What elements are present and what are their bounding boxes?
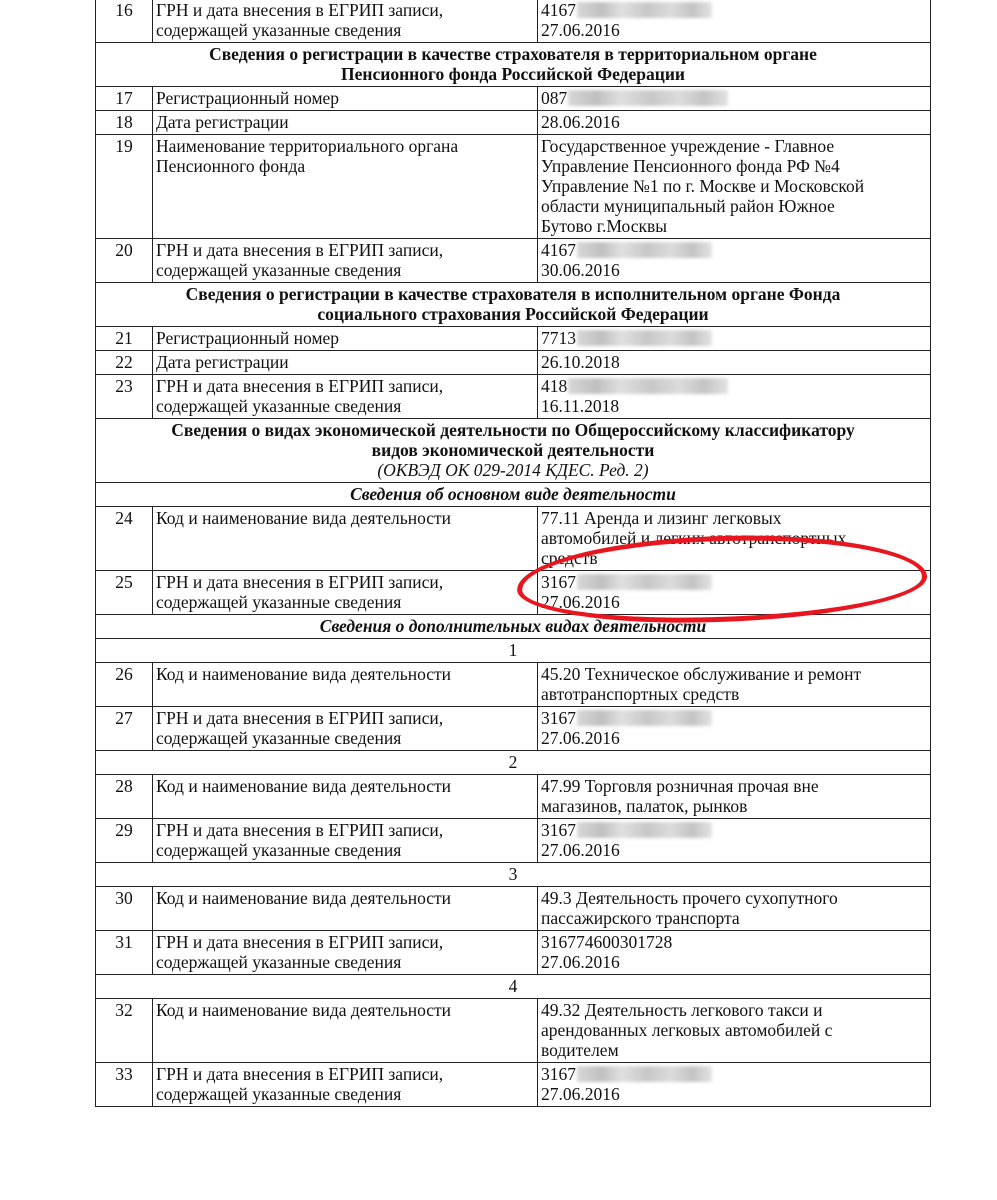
cell-text-line — [541, 952, 927, 972]
table-row — [96, 375, 931, 419]
redacted-blur — [568, 90, 728, 106]
section-title-okved-row — [96, 419, 931, 483]
cell-text-line — [156, 728, 534, 748]
cell-text: ГРН и дата внесения в ЕГРИП записи, — [156, 0, 444, 20]
group-index-row — [96, 751, 931, 775]
cell-text: 77.11 Аренда и лизинг легковых — [541, 508, 782, 528]
cell-text-line — [541, 1000, 927, 1020]
cell-text-line — [541, 0, 927, 20]
row-number: 21 — [96, 327, 153, 351]
cell-text-line — [541, 1084, 927, 1104]
row-value — [538, 135, 931, 239]
table-row — [96, 111, 931, 135]
cell-text: содержащей указанные сведения — [156, 592, 402, 612]
cell-text-line — [156, 1000, 534, 1020]
row-number: 31 — [96, 931, 153, 975]
cell-text-line — [541, 1040, 927, 1060]
cell-text-line — [541, 840, 927, 860]
cell-text-line — [541, 708, 927, 728]
row-label — [153, 819, 538, 863]
cell-text: 4167 — [541, 240, 576, 260]
row-number: 25 — [96, 571, 153, 615]
table-row — [96, 239, 931, 283]
cell-text: Государственное учреждение - Главное — [541, 136, 835, 156]
cell-text-line — [541, 376, 927, 396]
table-row — [96, 1063, 931, 1107]
row-value — [538, 0, 931, 43]
cell-text: 27.06.2016 — [541, 840, 620, 860]
cell-text-line — [541, 664, 927, 684]
redacted-blur — [577, 822, 712, 838]
cell-text: содержащей указанные сведения — [156, 396, 402, 416]
group-index: 2 — [96, 751, 931, 775]
row-value — [538, 775, 931, 819]
cell-text-line — [156, 20, 534, 40]
subsection-title-main: Сведения об основном виде деятельности — [96, 483, 931, 507]
cell-text-line — [156, 156, 534, 176]
row-label — [153, 507, 538, 571]
cell-text: Пенсионного фонда — [156, 156, 306, 176]
cell-text-line — [541, 216, 927, 236]
row-label — [153, 0, 538, 43]
cell-text: 49.3 Деятельность прочего сухопутного — [541, 888, 838, 908]
section-title-pension-line: Сведения о регистрации в качестве страхователя в территориальном органе — [209, 44, 817, 64]
cell-text: ГРН и дата внесения в ЕГРИП записи, — [156, 708, 444, 728]
cell-text: Дата регистрации — [156, 352, 289, 372]
cell-text-line — [541, 240, 927, 260]
cell-text: содержащей указанные сведения — [156, 1084, 402, 1104]
cell-text-line — [541, 396, 927, 416]
row-value — [538, 663, 931, 707]
row-number: 23 — [96, 375, 153, 419]
cell-text: ГРН и дата внесения в ЕГРИП записи, — [156, 240, 444, 260]
cell-text-line — [156, 820, 534, 840]
row-number: 16 — [96, 0, 153, 43]
cell-text: магазинов, палаток, рынков — [541, 796, 748, 816]
cell-text: ГРН и дата внесения в ЕГРИП записи, — [156, 1064, 444, 1084]
cell-text: 3167 — [541, 820, 576, 840]
row-label — [153, 239, 538, 283]
cell-text: содержащей указанные сведения — [156, 260, 402, 280]
cell-text: 45.20 Техническое обслуживание и ремонт — [541, 664, 862, 684]
subsection-title-extra-row — [96, 615, 931, 639]
cell-text-line — [541, 196, 927, 216]
cell-text-line — [156, 708, 534, 728]
cell-text: 27.06.2016 — [541, 952, 620, 972]
row-label — [153, 707, 538, 751]
cell-text-line — [156, 240, 534, 260]
row-number: 26 — [96, 663, 153, 707]
cell-text-line — [541, 728, 927, 748]
cell-text: содержащей указанные сведения — [156, 728, 402, 748]
cell-text-line — [541, 136, 927, 156]
cell-text: Код и наименование вида деятельности — [156, 776, 452, 796]
cell-text: Код и наименование вида деятельности — [156, 664, 452, 684]
row-value — [538, 351, 931, 375]
cell-text: Код и наименование вида деятельности — [156, 1000, 452, 1020]
redacted-blur — [577, 710, 712, 726]
redacted-blur — [568, 378, 728, 394]
subsection-title-main-row — [96, 483, 931, 507]
subsection-title-extra: Сведения о дополнительных видах деятельности — [96, 615, 931, 639]
section-title-okved-line: Сведения о видах экономической деятельности по Общероссийскому классификатору — [171, 420, 855, 440]
cell-text-line — [156, 88, 534, 108]
row-number: 19 — [96, 135, 153, 239]
cell-text: Наименование территориального органа — [156, 136, 459, 156]
cell-text: области муниципальный район Южное — [541, 196, 835, 216]
group-index-row — [96, 863, 931, 887]
row-number: 27 — [96, 707, 153, 751]
row-label — [153, 135, 538, 239]
cell-text: пассажирского транспорта — [541, 908, 740, 928]
row-label — [153, 327, 538, 351]
table-row — [96, 775, 931, 819]
cell-text: содержащей указанные сведения — [156, 20, 402, 40]
section-title-fss-line: Сведения о регистрации в качестве страхователя в исполнительном органе Фонда — [185, 284, 841, 304]
cell-text-line — [541, 932, 927, 952]
cell-text-line — [541, 820, 927, 840]
cell-text: 27.06.2016 — [541, 1084, 620, 1104]
cell-text-line — [156, 376, 534, 396]
row-value — [538, 111, 931, 135]
cell-text: 087 — [541, 88, 568, 108]
cell-text-line — [541, 776, 927, 796]
cell-text-line — [541, 352, 927, 372]
row-number: 32 — [96, 999, 153, 1063]
table-row — [96, 663, 931, 707]
cell-text: 26.10.2018 — [541, 352, 620, 372]
row-label — [153, 887, 538, 931]
row-value — [538, 931, 931, 975]
row-number: 28 — [96, 775, 153, 819]
cell-text-line — [541, 528, 927, 548]
cell-text: Бутово г.Москвы — [541, 216, 667, 236]
cell-text: 27.06.2016 — [541, 592, 620, 612]
cell-text-line — [541, 20, 927, 40]
cell-text: Управление Пенсионного фонда РФ №4 — [541, 156, 840, 176]
egrip-extract-table — [95, 0, 931, 1107]
row-number: 17 — [96, 87, 153, 111]
row-number: 20 — [96, 239, 153, 283]
cell-text: 7713 — [541, 328, 576, 348]
row-value — [538, 571, 931, 615]
row-number: 30 — [96, 887, 153, 931]
cell-text: водителем — [541, 1040, 619, 1060]
cell-text-line — [156, 1064, 534, 1084]
row-value — [538, 375, 931, 419]
cell-text: 3167 — [541, 1064, 576, 1084]
cell-text-line — [156, 112, 534, 132]
cell-text-line — [156, 136, 534, 156]
row-label — [153, 1063, 538, 1107]
row-label — [153, 663, 538, 707]
table-row — [96, 87, 931, 111]
redacted-blur — [577, 1066, 712, 1082]
cell-text: 3167 — [541, 708, 576, 728]
cell-text-line — [541, 908, 927, 928]
cell-text: содержащей указанные сведения — [156, 840, 402, 860]
table-row — [96, 887, 931, 931]
cell-text: Управление №1 по г. Москве и Московской — [541, 176, 865, 196]
cell-text: ГРН и дата внесения в ЕГРИП записи, — [156, 572, 444, 592]
cell-text-line — [541, 156, 927, 176]
cell-text: Код и наименование вида деятельности — [156, 888, 452, 908]
group-index-row — [96, 975, 931, 999]
cell-text: автомобилей и легких автотранспортных — [541, 528, 847, 548]
cell-text: ГРН и дата внесения в ЕГРИП записи, — [156, 376, 444, 396]
cell-text: 27.06.2016 — [541, 20, 620, 40]
cell-text-line — [541, 88, 927, 108]
cell-text-line — [541, 572, 927, 592]
cell-text-line — [156, 1084, 534, 1104]
cell-text-line — [541, 684, 927, 704]
section-title-okved — [96, 419, 931, 483]
cell-text-line — [156, 352, 534, 372]
cell-text: арендованных легковых автомобилей с — [541, 1020, 833, 1040]
cell-text: 49.32 Деятельность легкового такси и — [541, 1000, 823, 1020]
group-index: 3 — [96, 863, 931, 887]
row-value — [538, 999, 931, 1063]
cell-text: 16.11.2018 — [541, 396, 620, 416]
cell-text-line — [541, 1064, 927, 1084]
row-number: 33 — [96, 1063, 153, 1107]
section-title-fss — [96, 283, 931, 327]
cell-text-line — [541, 888, 927, 908]
cell-text-line — [156, 664, 534, 684]
table-row — [96, 327, 931, 351]
cell-text-line — [156, 952, 534, 972]
cell-text: Код и наименование вида деятельности — [156, 508, 452, 528]
cell-text-line — [156, 0, 534, 20]
table-row — [96, 999, 931, 1063]
cell-text-line — [541, 176, 927, 196]
cell-text-line — [156, 932, 534, 952]
cell-text: Дата регистрации — [156, 112, 289, 132]
group-index-row — [96, 639, 931, 663]
cell-text-line — [156, 572, 534, 592]
table-body — [96, 0, 931, 1107]
redacted-blur — [577, 574, 712, 590]
cell-text-line — [156, 328, 534, 348]
table-row — [96, 0, 931, 43]
row-label — [153, 375, 538, 419]
cell-text: автотранспортных средств — [541, 684, 740, 704]
cell-text-line — [541, 592, 927, 612]
cell-text: содержащей указанные сведения — [156, 952, 402, 972]
cell-text-line — [156, 592, 534, 612]
row-value — [538, 507, 931, 571]
cell-text: 28.06.2016 — [541, 112, 620, 132]
cell-text: ГРН и дата внесения в ЕГРИП записи, — [156, 820, 444, 840]
row-value — [538, 87, 931, 111]
cell-text-line — [156, 776, 534, 796]
cell-text: 30.06.2016 — [541, 260, 620, 280]
table-row — [96, 819, 931, 863]
row-label — [153, 571, 538, 615]
row-label — [153, 111, 538, 135]
row-value — [538, 819, 931, 863]
cell-text: 418 — [541, 376, 568, 396]
section-title-pension-row — [96, 43, 931, 87]
cell-text-line — [156, 888, 534, 908]
table-row — [96, 351, 931, 375]
cell-text: ГРН и дата внесения в ЕГРИП записи, — [156, 932, 444, 952]
cell-text-line — [541, 796, 927, 816]
row-value — [538, 239, 931, 283]
section-title-pension — [96, 43, 931, 87]
row-label — [153, 351, 538, 375]
group-index: 1 — [96, 639, 931, 663]
table-row — [96, 507, 931, 571]
cell-text-line — [541, 508, 927, 528]
redacted-blur — [577, 330, 712, 346]
cell-text: средств — [541, 548, 598, 568]
cell-text: 3167 — [541, 572, 576, 592]
row-number: 18 — [96, 111, 153, 135]
cell-text-line — [541, 260, 927, 280]
cell-text: 47.99 Торговля розничная прочая вне — [541, 776, 819, 796]
cell-text: 4167 — [541, 0, 576, 20]
row-value — [538, 887, 931, 931]
redacted-blur — [577, 2, 712, 18]
row-value — [538, 707, 931, 751]
cell-text-line — [156, 396, 534, 416]
cell-text-line — [541, 548, 927, 568]
group-index: 4 — [96, 975, 931, 999]
section-title-okved-line: видов экономической деятельности — [371, 440, 655, 460]
row-label — [153, 931, 538, 975]
section-title-pension-line: Пенсионного фонда Российской Федерации — [341, 64, 685, 84]
cell-text-line — [156, 260, 534, 280]
classifier-note: (ОКВЭД ОК 029-2014 КДЕС. Ред. 2) — [377, 460, 649, 480]
row-value — [538, 327, 931, 351]
row-number: 24 — [96, 507, 153, 571]
table-row — [96, 135, 931, 239]
row-label — [153, 999, 538, 1063]
cell-text: Регистрационный номер — [156, 328, 340, 348]
table-row — [96, 707, 931, 751]
row-value — [538, 1063, 931, 1107]
row-label — [153, 87, 538, 111]
cell-text-line — [541, 112, 927, 132]
row-number: 29 — [96, 819, 153, 863]
section-title-fss-row — [96, 283, 931, 327]
cell-text-line — [541, 1020, 927, 1040]
cell-text-line — [156, 508, 534, 528]
table-row — [96, 571, 931, 615]
section-title-fss-line: социального страхования Российской Федерации — [317, 304, 709, 324]
row-label — [153, 775, 538, 819]
cell-text: 27.06.2016 — [541, 728, 620, 748]
cell-text: Регистрационный номер — [156, 88, 340, 108]
cell-text-line — [541, 328, 927, 348]
row-number: 22 — [96, 351, 153, 375]
cell-text: 316774600301728 — [541, 932, 673, 952]
redacted-blur — [577, 242, 712, 258]
table-row — [96, 931, 931, 975]
cell-text-line — [156, 840, 534, 860]
